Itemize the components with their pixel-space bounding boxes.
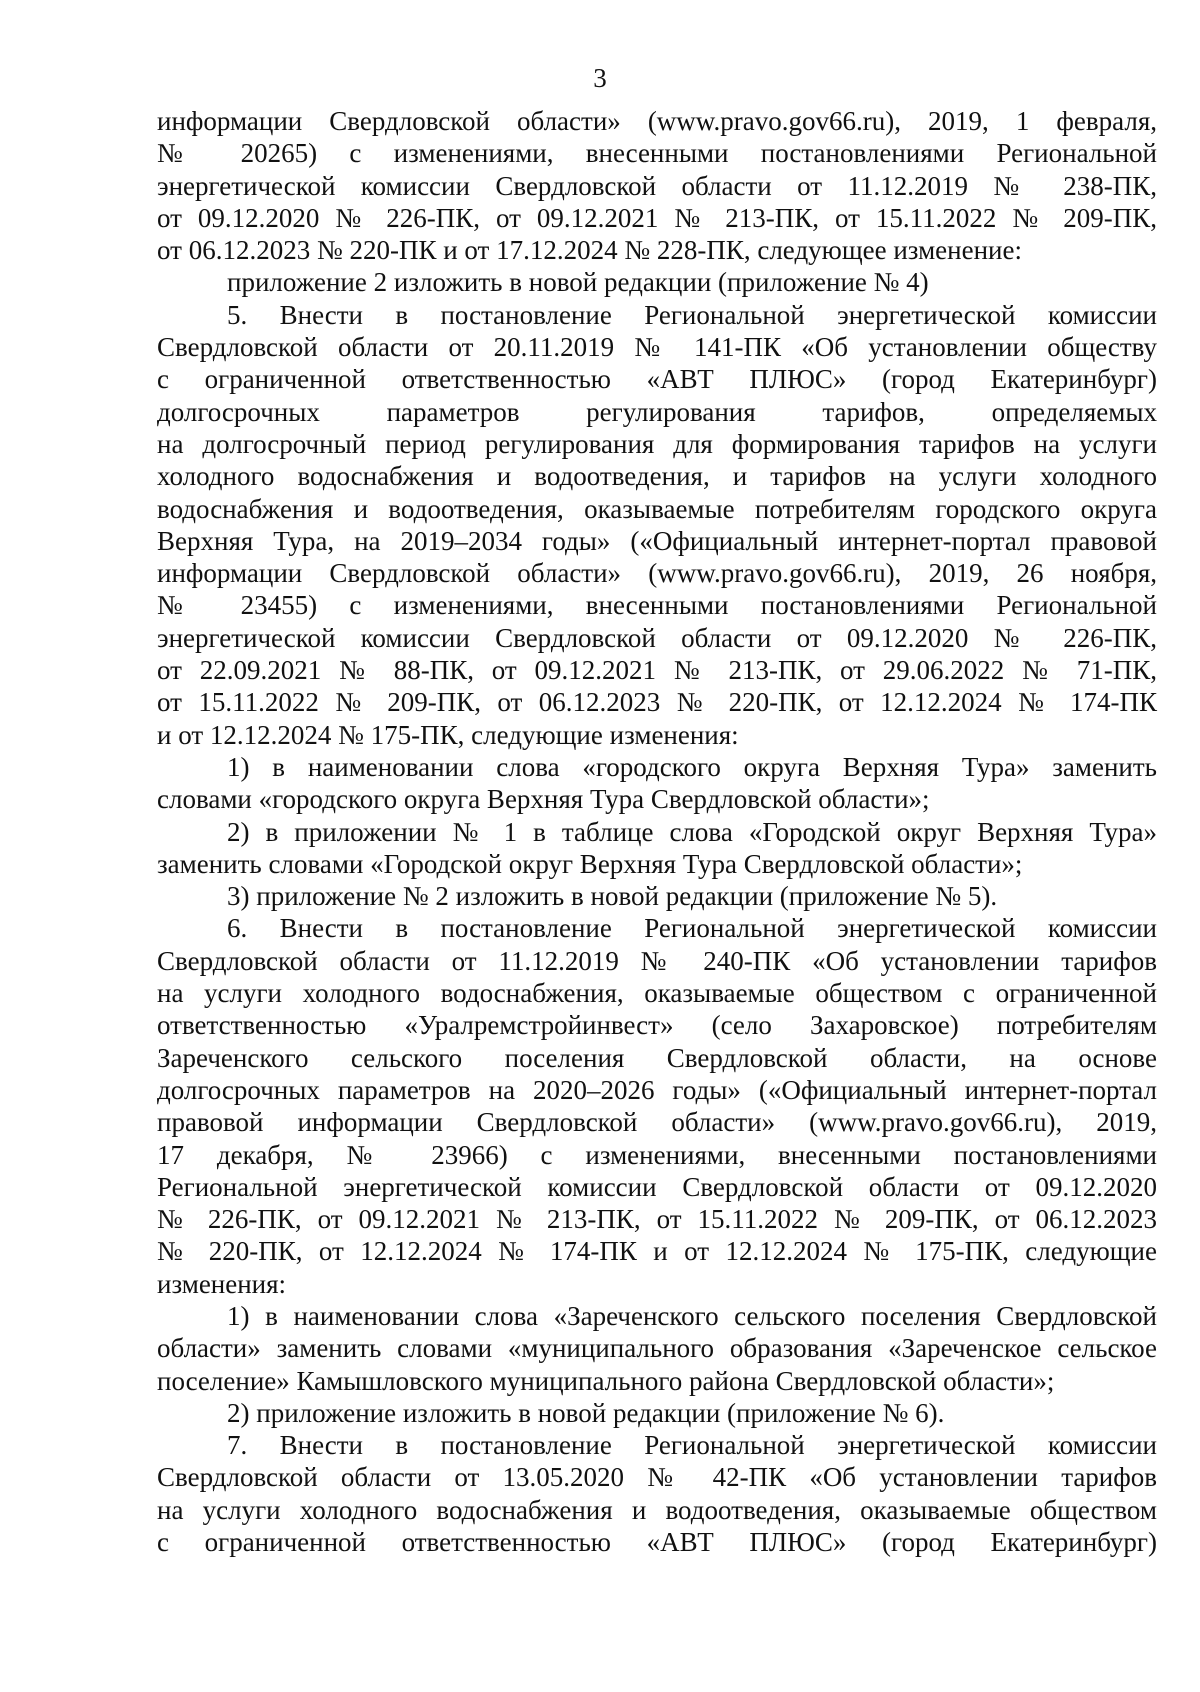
text-line: Свердловской области от 11.12.2019 № 240-ПК «Об установлении тарифов	[157, 945, 1157, 976]
text-line: Верхняя Тура, на 2019–2034 годы» («Официальный интернет-портал правовой	[157, 525, 1157, 556]
text-line: № 23455) с изменениями, внесенными постановлениями Региональной	[157, 590, 1157, 621]
text-line: от 22.09.2021 № 88-ПК, от 09.12.2021 № 213-ПК, от 29.06.2022 № 71-ПК,	[157, 655, 1157, 686]
text-line: Свердловской области от 13.05.2020 № 42-ПК «Об установлении тарифов	[157, 1462, 1157, 1493]
text-line: поселение» Камышловского муниципального района Свердловской области»;	[157, 1365, 1055, 1396]
text-line: № 226-ПК, от 09.12.2021 № 213-ПК, от 15.11.2022 № 209-ПК, от 06.12.2023	[157, 1204, 1157, 1235]
text-line: № 220-ПК, от 12.12.2024 № 174-ПК и от 12.12.2024 № 175-ПК, следующие	[157, 1236, 1157, 1267]
text-line: 2) в приложении № 1 в таблице слова «Городской округ Верхняя Тура»	[227, 816, 1157, 847]
text-line: 1) в наименовании слова «городского округа Верхняя Тура» заменить	[227, 751, 1157, 782]
text-line: от 15.11.2022 № 209-ПК, от 06.12.2023 № 220-ПК, от 12.12.2024 № 174-ПК	[157, 687, 1157, 718]
text-line: с ограниченной ответственностью «АВТ ПЛЮС» (город Екатеринбург)	[157, 1527, 1157, 1558]
text-line: на долгосрочный период регулирования для формирования тарифов на услуги	[157, 428, 1157, 459]
text-line: 7. Внести в постановление Региональной энергетической комиссии	[227, 1430, 1157, 1461]
text-line: ответственностью «Уралремстройинвест» (село Захаровское) потребителям	[157, 1010, 1157, 1041]
text-line: от 09.12.2020 № 226-ПК, от 09.12.2021 № 213-ПК, от 15.11.2022 № 209-ПК,	[157, 202, 1157, 233]
text-line: 2) приложение изложить в новой редакции (приложение № 6).	[227, 1397, 945, 1428]
text-line: холодного водоснабжения и водоотведения, и тарифов на услуги холодного	[157, 461, 1157, 492]
text-line: информации Свердловской области» (www.pravo.gov66.ru), 2019, 26 ноября,	[157, 558, 1157, 589]
text-line: долгосрочных параметров регулирования тарифов, определяемых	[157, 396, 1157, 427]
text-line: Свердловской области от 20.11.2019 № 141-ПК «Об установлении обществу	[157, 332, 1157, 363]
text-line: и от 12.12.2024 № 175-ПК, следующие изменения:	[157, 719, 739, 750]
document-body	[157, 105, 1157, 1558]
text-line: 17 декабря, № 23966) с изменениями, внесенными постановлениями	[157, 1139, 1157, 1170]
text-line: 1) в наименовании слова «Зареченского сельского поселения Свердловской	[227, 1300, 1157, 1331]
text-line: области» заменить словами «муниципального образования «Зареченское сельское	[157, 1333, 1157, 1364]
text-line: от 06.12.2023 № 220-ПК и от 17.12.2024 № 228-ПК, следующее изменение:	[157, 235, 1022, 266]
page-number: 3	[593, 63, 607, 93]
text-line: изменения:	[157, 1268, 287, 1299]
text-line: на услуги холодного водоснабжения, оказываемые обществом с ограниченной	[157, 978, 1157, 1009]
text-line: 5. Внести в постановление Региональной энергетической комиссии	[227, 299, 1157, 330]
text-line: № 20265) с изменениями, внесенными постановлениями Региональной	[157, 138, 1157, 169]
text-line: правовой информации Свердловской области» (www.pravo.gov66.ru), 2019,	[157, 1107, 1157, 1138]
text-line: долгосрочных параметров на 2020–2026 годы» («Официальный интернет-портал	[157, 1074, 1157, 1105]
text-line: 3) приложение № 2 изложить в новой редакции (приложение № 5).	[227, 881, 998, 912]
text-line: на услуги холодного водоснабжения и водоотведения, оказываемые обществом	[157, 1494, 1157, 1525]
text-line: Зареченского сельского поселения Свердловской области, на основе	[157, 1042, 1157, 1073]
text-line: водоснабжения и водоотведения, оказываемые потребителям городского округа	[157, 493, 1157, 524]
text-line: 6. Внести в постановление Региональной энергетической комиссии	[227, 913, 1157, 944]
text-line: информации Свердловской области» (www.pravo.gov66.ru), 2019, 1 февраля,	[157, 106, 1157, 136]
text-line: энергетической комиссии Свердловской области от 11.12.2019 № 238-ПК,	[157, 170, 1157, 201]
text-line: приложение 2 изложить в новой редакции (приложение № 4)	[227, 267, 929, 298]
text-line: словами «городского округа Верхняя Тура Свердловской области»;	[157, 784, 930, 815]
text-line: энергетической комиссии Свердловской области от 09.12.2020 № 226-ПК,	[157, 622, 1157, 653]
text-line: заменить словами «Городской округ Верхняя Тура Свердловской области»;	[157, 848, 1023, 879]
text-line: Региональной энергетической комиссии Свердловской области от 09.12.2020	[157, 1171, 1157, 1202]
text-line: с ограниченной ответственностью «АВТ ПЛЮС» (город Екатеринбург)	[157, 364, 1157, 395]
